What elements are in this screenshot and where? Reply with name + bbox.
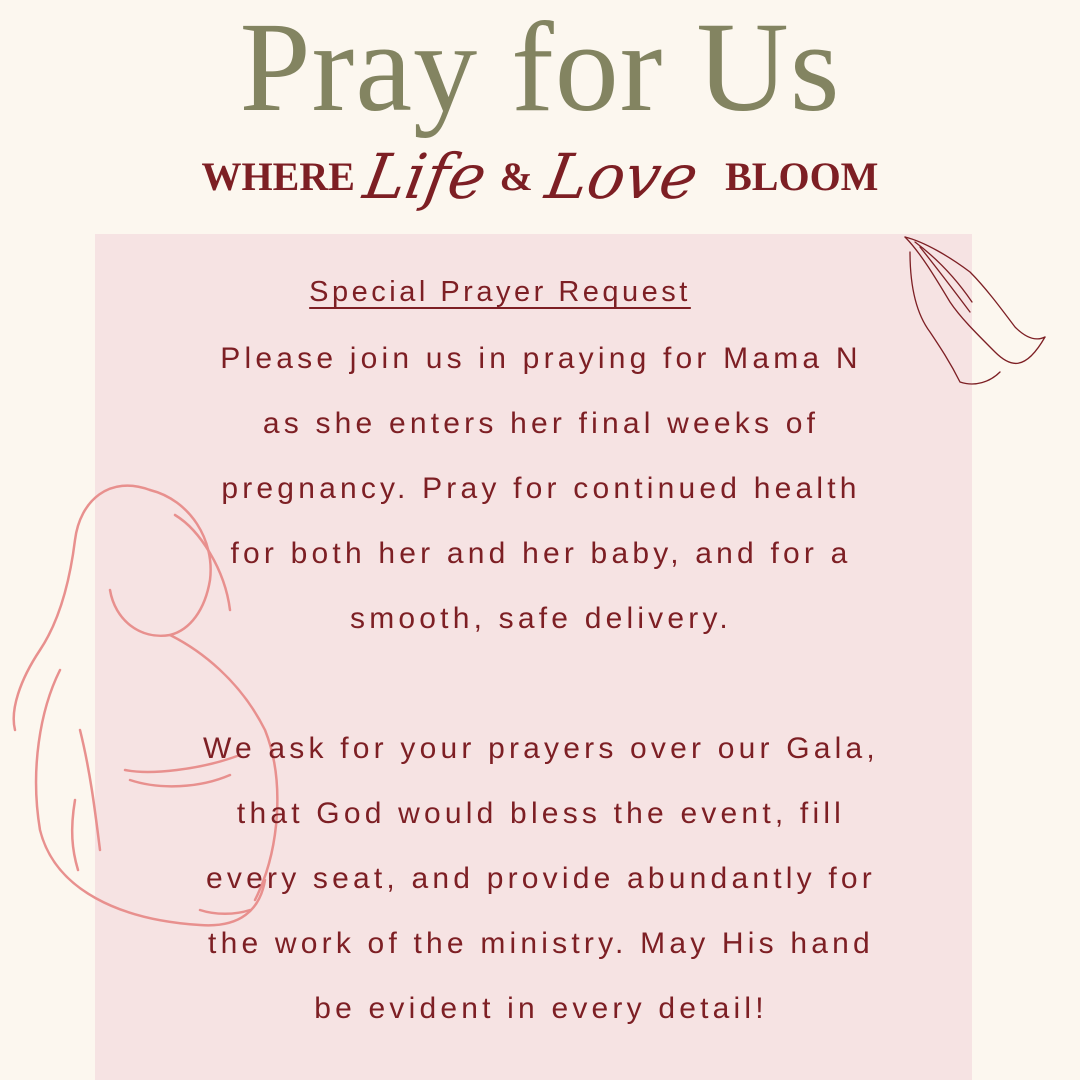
subtitle-love: Love <box>540 140 704 213</box>
subtitle <box>0 140 1080 213</box>
section-heading: Special Prayer Request <box>309 276 691 308</box>
text-line: Please join us in praying for Mama N <box>220 342 862 375</box>
text-line: for both her and her baby, and for a <box>230 537 852 570</box>
subtitle-ampersand: & <box>499 154 533 199</box>
subtitle-life: Life <box>358 140 492 213</box>
text-line: every seat, and provide abundantly for <box>206 862 876 895</box>
page-title: Pray for Us <box>239 0 841 138</box>
text-line: that God would bless the event, fill <box>236 797 846 830</box>
subtitle-bloom: BLOOM <box>725 154 879 199</box>
prayer-request-text <box>0 326 1080 1041</box>
subtitle-where: WHERE <box>201 154 355 199</box>
text-line: We ask for your prayers over our Gala, <box>203 732 879 765</box>
text-line: be evident in every detail! <box>314 992 768 1025</box>
text-line: smooth, safe delivery. <box>350 602 732 635</box>
text-line: pregnancy. Pray for continued health <box>221 472 861 505</box>
text-line: the work of the ministry. May His hand <box>208 927 874 960</box>
paragraph-gap <box>0 651 1080 716</box>
text-line: as she enters her final weeks of <box>262 407 820 440</box>
